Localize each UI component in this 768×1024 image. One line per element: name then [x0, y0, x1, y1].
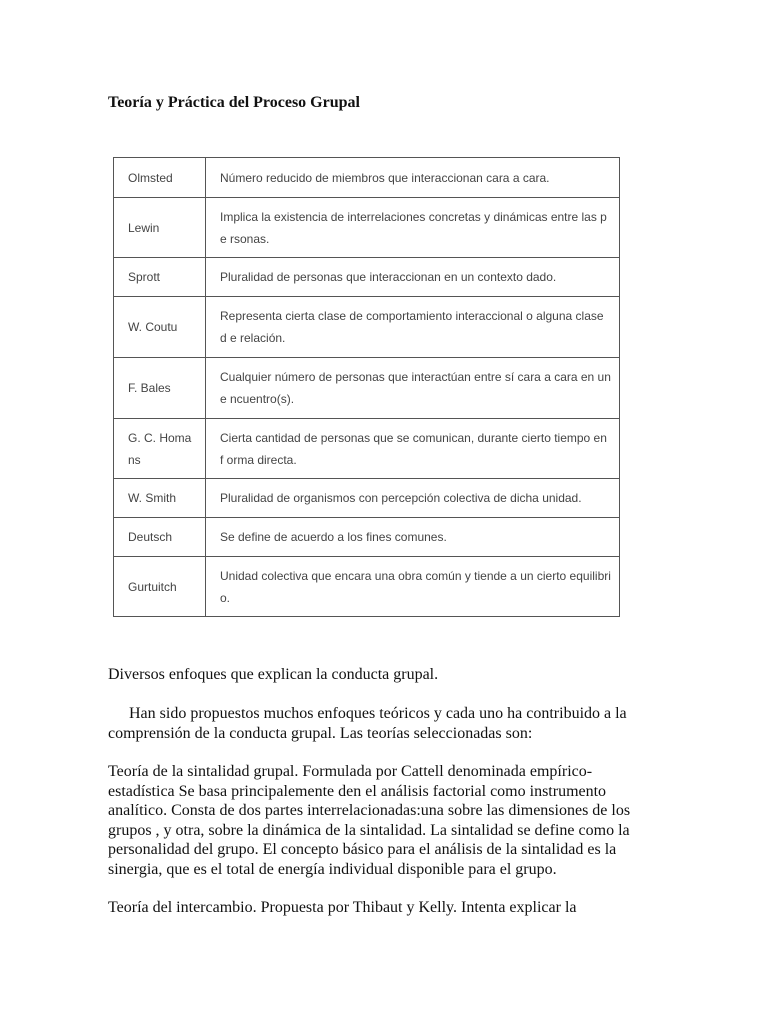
author-cell: Deutsch [114, 518, 206, 557]
table-row [114, 158, 620, 198]
definition-cell: Se define de acuerdo a los fines comunes. [206, 518, 620, 557]
definition-cell: Unidad colectiva que encara una obra común y tiende a un cierto equilibri o. [206, 557, 620, 617]
definitions-table [113, 157, 620, 617]
document-title: Teoría y Práctica del Proceso Grupal [108, 94, 360, 111]
definition-cell: Implica la existencia de interrelaciones concretas y dinámicas entre las pe rsonas. [206, 198, 620, 258]
author-cell: W. Coutu [114, 297, 206, 358]
intercambio-paragraph: Teoría del intercambio. Propuesta por Thibaut y Kelly. Intenta explicar la [108, 899, 577, 916]
table-row [114, 358, 620, 419]
definitions-table-image [113, 157, 620, 616]
section-heading-paragraph: Diversos enfoques que explican la conducta grupal. [108, 666, 439, 683]
table-row [114, 419, 620, 479]
author-cell: F. Bales [114, 358, 206, 419]
sintalidad-paragraph: Teoría de la sintalidad grupal. Formulada por Cattell denominada empírico-estadística Se basa principalemente den el análisis factorial como instrumento analítico. Consta de dos partes interrelacionadas:una sobre las dimensiones de los grupos , y otra, sobre la dinámica de la sintalidad. La sintalidad se define como la personalidad del grupo. El concepto básico para el análisis de la sintalidad es la sinergia, que es el total de energía individual disponible para el grupo. [108, 763, 631, 878]
intro-paragraph-text: Han sido propuestos muchos enfoques teóricos y cada uno ha contribuido a la comprensión de la conducta grupal. Las teorías seleccionadas son: [108, 705, 627, 742]
table-row [114, 518, 620, 557]
author-cell: Lewin [114, 198, 206, 258]
table-row [114, 258, 620, 297]
author-cell: Olmsted [114, 158, 206, 198]
definition-cell: Cierta cantidad de personas que se comunican, durante cierto tiempo en f orma directa. [206, 419, 620, 479]
definition-cell: Representa cierta clase de comportamiento interaccional o alguna clase d e relación. [206, 297, 620, 358]
author-cell: W. Smith [114, 479, 206, 518]
definition-cell: Pluralidad de organismos con percepción colectiva de dicha unidad. [206, 479, 620, 518]
author-cell: Gurtuitch [114, 557, 206, 617]
intro-paragraph [108, 704, 648, 743]
definition-cell: Cualquier número de personas que interactúan entre sí cara a cara en un e ncuentro(s). [206, 358, 620, 419]
definition-cell: Número reducido de miembros que interaccionan cara a cara. [206, 158, 620, 198]
author-cell: Sprott [114, 258, 206, 297]
table-row [114, 557, 620, 617]
table-row [114, 198, 620, 258]
table-row [114, 479, 620, 518]
table-row [114, 297, 620, 358]
definition-cell: Pluralidad de personas que interaccionan en un contexto dado. [206, 258, 620, 297]
author-cell: G. C. Homa ns [114, 419, 206, 479]
